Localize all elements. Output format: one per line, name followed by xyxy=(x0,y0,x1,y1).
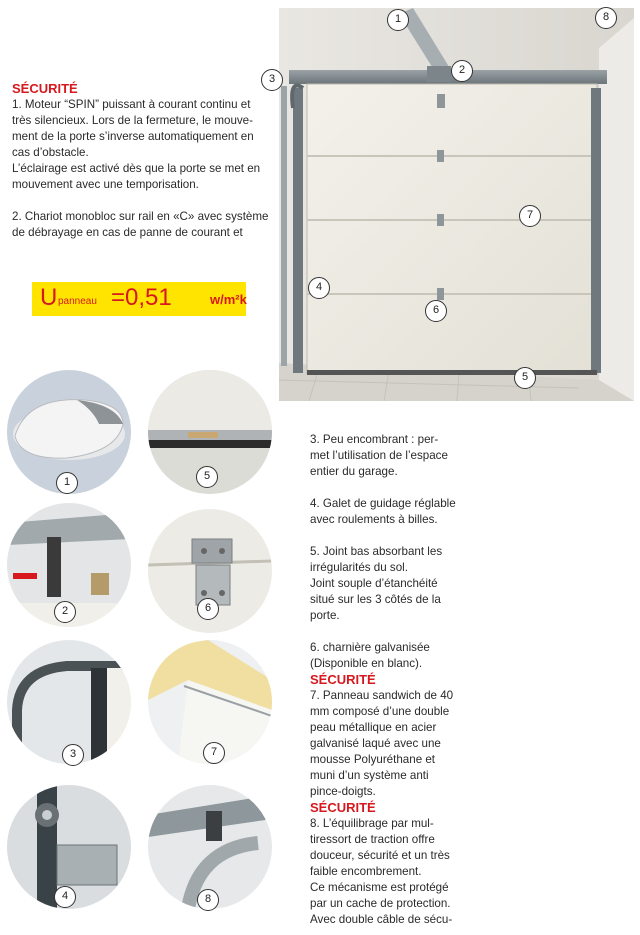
item7-line: pince-doigts. xyxy=(310,785,376,798)
item5-line: situé sur les 3 côtés de la xyxy=(310,593,441,606)
detail-label-8: 8 xyxy=(197,889,219,911)
security-heading: SÉCURITÉ xyxy=(12,81,78,96)
item7-line: mm composé d’une double xyxy=(310,705,450,718)
item1-line: mouvement avec une temporisation. xyxy=(12,178,199,191)
item1-line: 1. Moteur “SPIN” puissant à courant continu et xyxy=(12,98,251,111)
item7-line: mousse Polyuréthane et xyxy=(310,753,436,766)
item6-line: 6. charnière galvanisée xyxy=(310,641,430,654)
item2-line: 2. Chariot monobloc sur rail en «C» avec système xyxy=(12,210,269,223)
features-text xyxy=(310,432,470,928)
callout-1: 1 xyxy=(387,9,409,31)
security-heading-7: SÉCURITÉ xyxy=(310,672,376,687)
callout-6: 6 xyxy=(425,300,447,322)
u-symbol: U xyxy=(40,284,58,311)
u-number: =0,51 xyxy=(111,284,172,311)
item8-line: Avec double câble de sécu- xyxy=(310,913,453,926)
item8-line: 8. L’équilibrage par mul- xyxy=(310,817,434,830)
callout-5: 5 xyxy=(514,367,536,389)
callout-3: 3 xyxy=(261,69,283,91)
detail-label-5: 5 xyxy=(196,466,218,488)
item8-line: faible encombrement. xyxy=(310,865,422,878)
detail-label-7: 7 xyxy=(203,742,225,764)
item1-line: ment de la porte s’inverse automatiquement en xyxy=(12,130,254,143)
item6-line: (Disponible en blanc). xyxy=(310,657,423,670)
security-heading-8: SÉCURITÉ xyxy=(310,800,376,815)
item8-line: tiressort de traction offre xyxy=(310,833,435,846)
item5-line: porte. xyxy=(310,609,340,622)
detail-label-6: 6 xyxy=(197,598,219,620)
callout-2: 2 xyxy=(451,60,473,82)
item8-line: Ce mécanisme est protégé xyxy=(310,881,449,894)
item3-line: entier du garage. xyxy=(310,465,398,478)
item3-line: met l’utilisation de l’espace xyxy=(310,449,448,462)
intro-text xyxy=(12,81,274,241)
item4-line: 4. Galet de guidage réglable xyxy=(310,497,456,510)
item2-line: de débrayage en cas de panne de courant et xyxy=(12,226,243,239)
item7-line: galvanisé laqué avec une xyxy=(310,737,441,750)
detail-label-4: 4 xyxy=(54,886,76,908)
item7-line: muni d’un système anti xyxy=(310,769,429,782)
item8-line: par un cache de protection. xyxy=(310,897,451,910)
u-subscript: panneau xyxy=(58,296,97,307)
detail-label-3: 3 xyxy=(62,744,84,766)
item5-line: 5. Joint bas absorbant les xyxy=(310,545,443,558)
item1-line: très silencieux. Lors de la fermeture, le mouve- xyxy=(12,114,253,127)
item7-line: peau métallique en acier xyxy=(310,721,437,734)
item1-line: L’éclairage est activé dès que la porte se met en xyxy=(12,162,261,175)
u-unit: w/m²k xyxy=(210,292,247,307)
callout-7: 7 xyxy=(519,205,541,227)
callout-4: 4 xyxy=(308,277,330,299)
item5-line: irrégularités du sol. xyxy=(310,561,408,574)
item8-line: douceur, sécurité et un très xyxy=(310,849,450,862)
callout-8: 8 xyxy=(595,7,617,29)
item3-line: 3. Peu encombrant : per- xyxy=(310,433,439,446)
item1-line: cas d’obstacle. xyxy=(12,146,89,159)
item4-line: avec roulements à billes. xyxy=(310,513,438,526)
u-value-badge xyxy=(32,282,246,316)
item5-line: Joint souple d’étanchéité xyxy=(310,577,438,590)
detail-label-1: 1 xyxy=(56,472,78,494)
detail-label-2: 2 xyxy=(54,601,76,623)
item7-line: 7. Panneau sandwich de 40 xyxy=(310,689,454,702)
